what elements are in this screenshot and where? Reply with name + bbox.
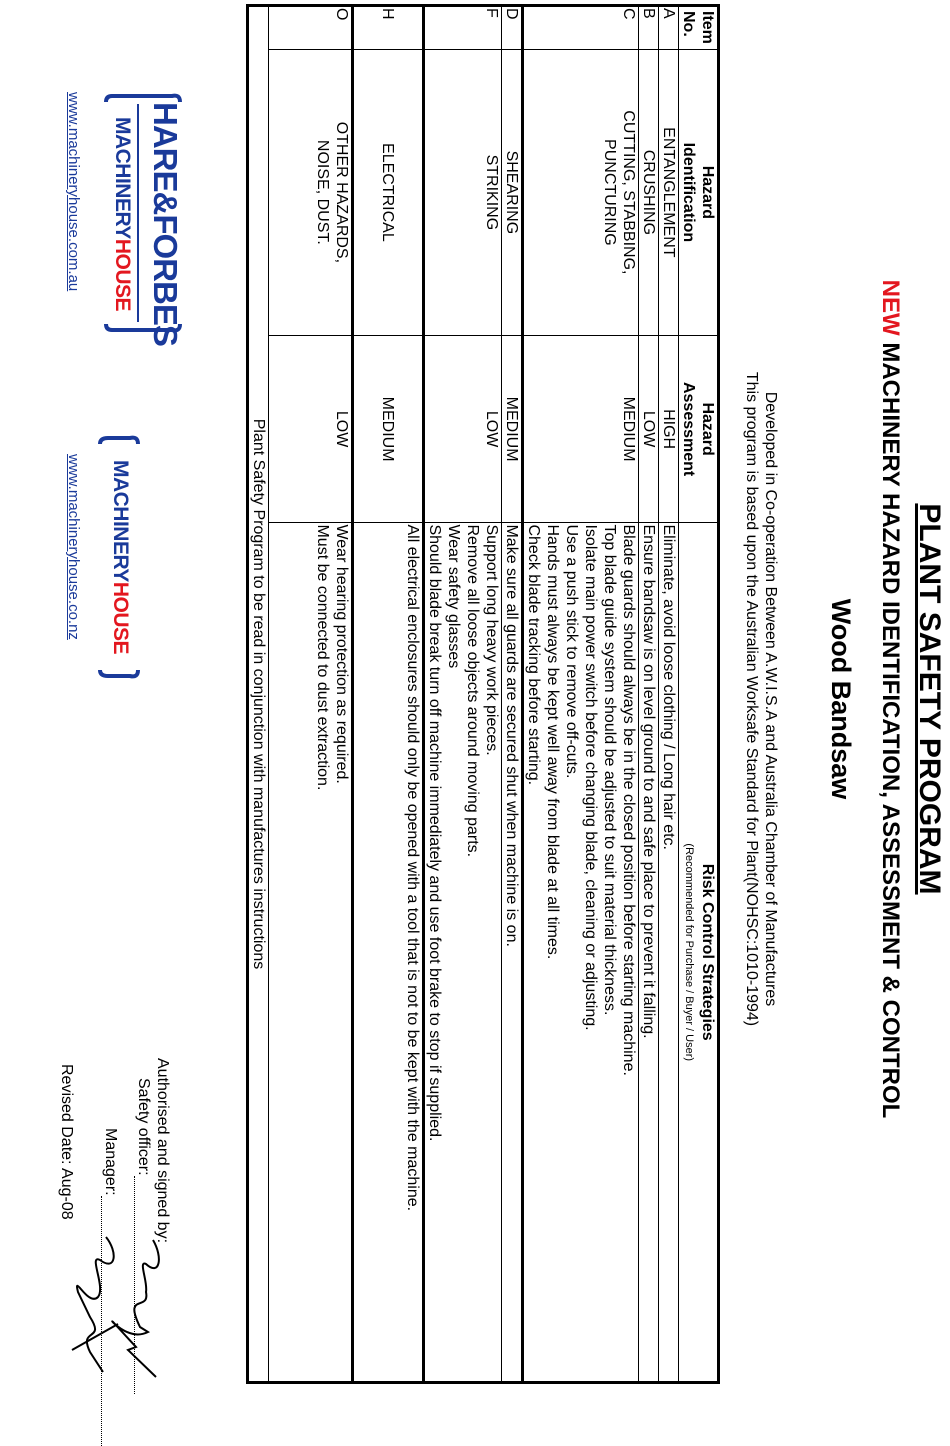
url-nz-link[interactable]: www.machineryhouse.co.nz (65, 454, 82, 640)
hazard-assessment: MEDIUM (353, 335, 424, 523)
development-note (742, 0, 780, 1398)
item-no: F (424, 6, 502, 50)
dev-line-2: This program is based upon the Australian Worksafe Standard for Plant(NOHSC:1010-1994) (743, 371, 760, 1027)
risk-control: Blade guards should always be in the closed position before starting machine. Top blade guide system should be adjusted to suit material thickness. Isolate main power switch before changing blade, cleaning or adjusting. Use a push stick to remove off-cuts. Hands must always be kept well away from blade at all times. Check blade tracking before starting. (523, 523, 639, 1383)
item-no: D (502, 6, 523, 50)
machineryhouse-logo (89, 432, 144, 682)
hazard-assessment: LOW (639, 335, 659, 523)
header-hazard-identification: Hazard Identification (679, 49, 719, 335)
page-subtitle (876, 0, 904, 1398)
hazard-assessment: LOW (269, 335, 353, 523)
item-no: O (269, 6, 353, 50)
table-row (659, 6, 679, 1383)
risk-control: Make sure all guards are secured shut when machine is on. (502, 523, 523, 1383)
hare-forbes-wordmark: HARE&FORBES (147, 102, 184, 346)
url-au-link[interactable]: www.machineryhouse.com.au (65, 92, 82, 292)
signature-image (68, 1232, 168, 1382)
risk-control: Ensure bandsaw is on level ground to and safe place to prevent it falling. (639, 523, 659, 1383)
table-row (523, 6, 639, 1383)
table-row (639, 6, 659, 1383)
hazard-identification: STRIKING (424, 49, 502, 335)
hare-forbes-logo (95, 88, 190, 346)
hazard-assessment: HIGH (659, 335, 679, 523)
header-item-no: Item No. (679, 6, 719, 50)
hazard-assessment: MEDIUM (523, 335, 639, 523)
table-header-row (679, 6, 719, 1383)
hazard-identification: SHEARING (502, 49, 523, 335)
subtitle-text: MACHINERY HAZARD IDENTIFICATION, ASSESSMENT & CONTROL (877, 342, 904, 1119)
item-no: C (523, 6, 639, 50)
item-no: B (639, 6, 659, 50)
revised-date: Revised Date: Aug-08 (58, 1064, 75, 1220)
table-row (353, 6, 424, 1383)
risk-control: Support long heavy work pieces. Remove all loose objects around moving parts. Wear safety glasses Should blade break turn off machine immediately and use foot brake to stop if supplied. (424, 523, 502, 1383)
manager-label: Manager: (102, 1128, 119, 1196)
safety-officer-label: Safety officer: (135, 1078, 152, 1176)
table-row (502, 6, 523, 1383)
table-footer-note: Plant Safety Program to be read in conjunction with manufactures instructions (248, 6, 269, 1383)
hazard-assessment: LOW (424, 335, 502, 523)
table-row (424, 6, 502, 1383)
item-no: H (353, 6, 424, 50)
new-label: NEW (877, 279, 904, 336)
hazard-identification: CRUSHING (639, 49, 659, 335)
hazard-assessment: MEDIUM (502, 335, 523, 523)
machineryhouse-wordmark: MACHINERYHOUSE (111, 116, 134, 312)
header-risk-control: Risk Control Strategies (Recommended for Purchase / Buyer / User) (679, 523, 719, 1383)
page-title: PLANT SAFETY PROGRAM (913, 503, 946, 895)
hazard-identification: OTHER HAZARDS, NOISE, DUST. (269, 49, 353, 335)
risk-control: Wear hearing protection as required. Must be connected to dust extraction. (269, 523, 353, 1383)
risk-control: Eliminate, avoid loose clothing / Long hair etc. (659, 523, 679, 1383)
hazard-identification: CUTTING, STABBING, PUNCTURING (523, 49, 639, 335)
authorised-label: Authorised and signed by: (154, 1058, 171, 1244)
machineryhouse-nz-wordmark: MACHINERYHOUSE (109, 459, 132, 655)
dev-line-1: Developed in Co-operation Between A.W.I.S.A and Australia Chamber of Manufactures (762, 391, 779, 1007)
risk-control: All electrical enclosures should only be opened with a tool that is not to be kept with the machine. (353, 523, 424, 1383)
hazard-identification: ELECTRICAL (353, 49, 424, 335)
hazard-table (246, 4, 720, 1384)
table-row (269, 6, 353, 1383)
header-hazard-assessment: Hazard Assessment (679, 335, 719, 523)
hazard-identification: ENTANGLEMENT (659, 49, 679, 335)
machine-name: Wood Bandsaw (826, 598, 856, 800)
item-no: A (659, 6, 679, 50)
table-footer-row (248, 6, 269, 1383)
